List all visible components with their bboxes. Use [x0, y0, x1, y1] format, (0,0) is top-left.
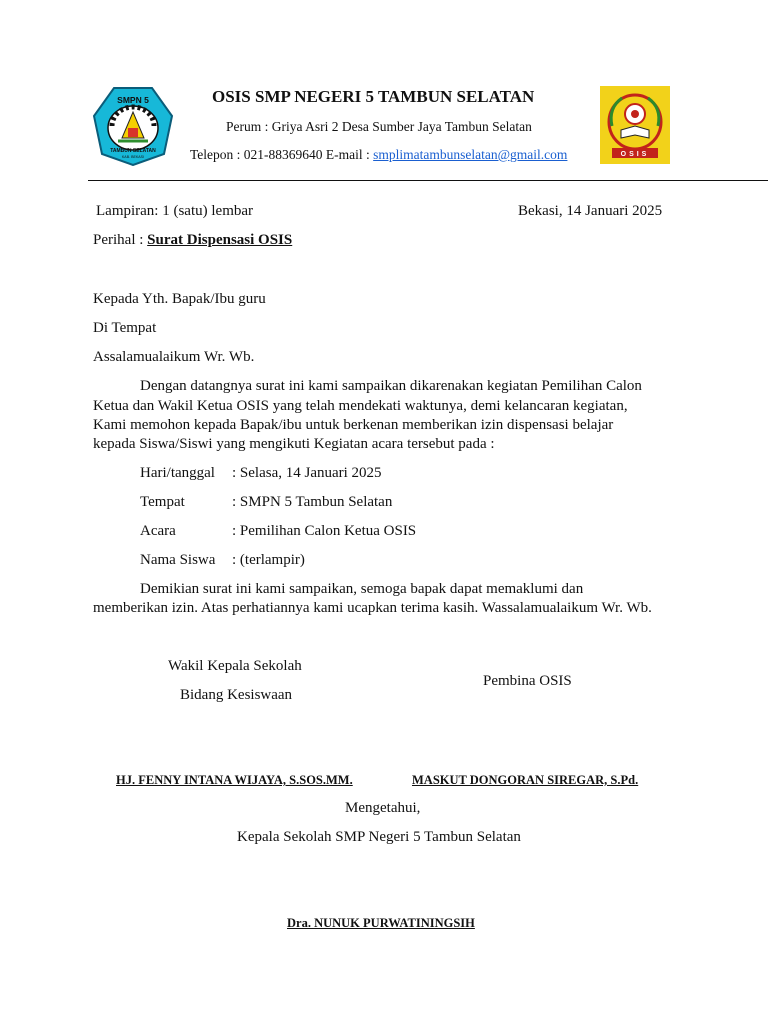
- detail-value: : Pemilihan Calon Ketua OSIS: [232, 523, 417, 539]
- greeting: Assalamualaikum Wr. Wb.: [93, 349, 255, 365]
- subject-line: [93, 232, 292, 249]
- detail-label: Tempat: [140, 494, 185, 510]
- signer-right-name: MASKUT DONGORAN SIREGAR, S.Pd.: [412, 773, 639, 787]
- signer-left-name: HJ. FENNY INTANA WIJAYA, S.SOS.MM.: [116, 773, 353, 787]
- subject-colon: :: [139, 232, 144, 248]
- detail-label: Nama Siswa: [140, 552, 216, 568]
- subject-label: Perihal: [93, 232, 136, 248]
- logo-sub-text: KAB. BEKASI: [121, 155, 145, 159]
- principal-title: Kepala Sekolah SMP Negeri 5 Tambun Selatan: [237, 829, 521, 845]
- recipient-place: Di Tempat: [93, 320, 157, 336]
- body-line: Ketua dan Wakil Ketua OSIS yang telah mendekati waktunya, demi kelancaran kegiatan,: [93, 397, 628, 414]
- place-date: Bekasi, 14 Januari 2025: [518, 203, 663, 219]
- logo-bottom-text: TAMBUN SELATAN: [110, 148, 156, 154]
- closing-line: Demikian surat ini kami sampaikan, semoga bapak dapat memaklumi dan: [140, 581, 584, 597]
- email-link[interactable]: smplimatambunselatan@gmail.com: [373, 147, 568, 162]
- closing-line: memberikan izin. Atas perhatiannya kami ucapkan terima kasih. Wassalamualaikum Wr. Wb.: [93, 600, 652, 616]
- detail-value: : Selasa, 14 Januari 2025: [232, 465, 382, 481]
- body-line: Dengan datangnya surat ini kami sampaikan dikarenakan kegiatan Pemilihan Calon: [140, 378, 642, 394]
- signer-right-title: Pembina OSIS: [483, 673, 572, 689]
- letterhead-title: OSIS SMP NEGERI 5 TAMBUN SELATAN: [212, 87, 535, 106]
- logo-top-text: SMPN 5: [117, 95, 149, 105]
- principal-name: Dra. NUNUK PURWATININGSIH: [287, 916, 475, 930]
- phone-text: Telepon : 021-88369640 E-mail :: [190, 147, 374, 162]
- signer-left-title: Wakil Kepala Sekolah: [168, 658, 302, 674]
- body-line: Kami memohon kepada Bapak/ibu untuk berkenan memberikan izin dispensasi belajar: [93, 417, 614, 433]
- attachment-line: Lampiran: 1 (satu) lembar: [96, 203, 254, 219]
- letterhead-contact: [190, 147, 567, 163]
- logo-band-text: OSIS: [620, 151, 650, 158]
- subject-value: Surat Dispensasi OSIS: [147, 232, 293, 248]
- detail-value: : (terlampir): [232, 552, 305, 568]
- recipient: Kepada Yth. Bapak/Ibu guru: [93, 291, 266, 307]
- signer-left-subtitle: Bidang Kesiswaan: [180, 687, 293, 703]
- osis-logo: [600, 86, 670, 164]
- school-logo: [92, 86, 174, 166]
- detail-label: Acara: [140, 523, 176, 539]
- detail-value: : SMPN 5 Tambun Selatan: [232, 494, 393, 510]
- letterhead-address: Perum : Griya Asri 2 Desa Sumber Jaya Tambun Selatan: [226, 119, 532, 134]
- detail-label: Hari/tanggal: [140, 465, 215, 481]
- acknowledged-label: Mengetahui,: [345, 800, 421, 816]
- body-line: kepada Siswa/Siswi yang mengikuti Kegiatan acara tersebut pada :: [93, 436, 495, 452]
- letterhead-divider: [88, 180, 768, 181]
